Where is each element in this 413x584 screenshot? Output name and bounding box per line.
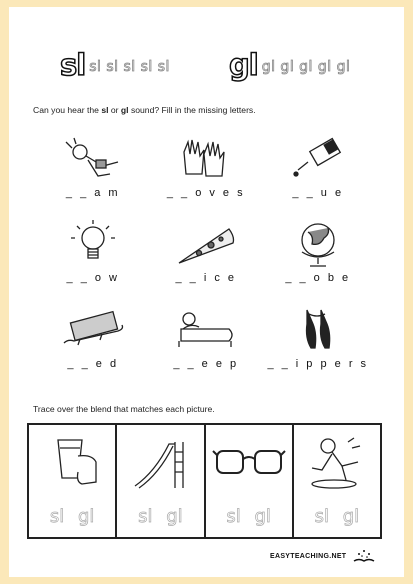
instruction-blend-sl: sl xyxy=(101,105,109,115)
instruction-text: Can you hear the xyxy=(33,105,102,115)
word-blank: _ _ e d xyxy=(67,358,119,370)
instruction-trace-blend: Trace over the blend that matches each picture. xyxy=(33,404,215,414)
big-blend-sl: sl xyxy=(60,48,86,82)
option-gl[interactable]: gl xyxy=(166,506,183,527)
word-blank: _ _ i p p e r s xyxy=(267,358,369,370)
big-blend-gl: gl xyxy=(229,48,258,82)
word-blank: _ _ a m xyxy=(65,187,121,199)
word-slippers xyxy=(263,304,373,370)
option-sl[interactable]: sl xyxy=(314,506,329,527)
word-slam xyxy=(38,133,148,199)
option-sl[interactable]: sl xyxy=(138,506,153,527)
glue-icon xyxy=(263,133,373,185)
easyteaching-logo xyxy=(270,548,377,564)
option-gl[interactable]: gl xyxy=(342,506,360,527)
word-gloves xyxy=(151,133,261,199)
word-globe xyxy=(263,218,373,284)
book-stars-icon xyxy=(351,548,377,564)
word-blank: _ _ u e xyxy=(292,187,344,199)
instruction-blend-gl: gl xyxy=(120,105,129,115)
match-box-slide xyxy=(117,425,205,537)
globe-icon xyxy=(263,218,373,270)
glass-icon xyxy=(29,431,115,493)
word-sled xyxy=(38,304,148,370)
instruction-text: sound? Fill in the missing letters. xyxy=(128,105,256,115)
option-gl[interactable]: gl xyxy=(77,506,95,527)
gloves-icon xyxy=(151,133,261,185)
heading-gl xyxy=(229,44,350,80)
slip-icon xyxy=(294,431,380,493)
instruction-fill-letters xyxy=(33,105,256,115)
word-glow xyxy=(38,218,148,284)
slippers-icon xyxy=(263,304,373,356)
word-blank: _ _ o v e s xyxy=(166,187,246,199)
logo-text: EASYTEACHING.NET xyxy=(270,552,347,560)
word-blank: _ _ i c e xyxy=(175,272,237,284)
word-glue xyxy=(263,133,373,199)
word-slice xyxy=(151,218,261,284)
glasses-icon xyxy=(206,431,292,493)
slice-icon xyxy=(151,218,261,270)
slam-icon xyxy=(38,133,148,185)
heading-sl xyxy=(60,44,170,80)
option-sl[interactable]: sl xyxy=(226,506,241,527)
word-blank: _ _ o w xyxy=(66,272,120,284)
match-box-glasses xyxy=(206,425,294,537)
trace-row-gl: gl gl gl gl gl xyxy=(261,59,351,75)
sleep-icon xyxy=(151,304,261,356)
match-box-glass xyxy=(29,425,117,537)
glow-icon xyxy=(38,218,148,270)
word-sleep xyxy=(151,304,261,370)
blend-match-boxes xyxy=(27,423,382,539)
option-sl[interactable]: sl xyxy=(49,506,65,527)
trace-row-sl: sl sl sl sl sl xyxy=(89,59,170,75)
option-gl[interactable]: gl xyxy=(254,506,271,527)
match-box-slip xyxy=(294,425,380,537)
sled-icon xyxy=(38,304,148,356)
word-blank: _ _ o b e xyxy=(285,272,351,284)
word-blank: _ _ e e p xyxy=(173,358,239,370)
slide-icon xyxy=(117,431,203,493)
instruction-text: or xyxy=(108,105,121,115)
